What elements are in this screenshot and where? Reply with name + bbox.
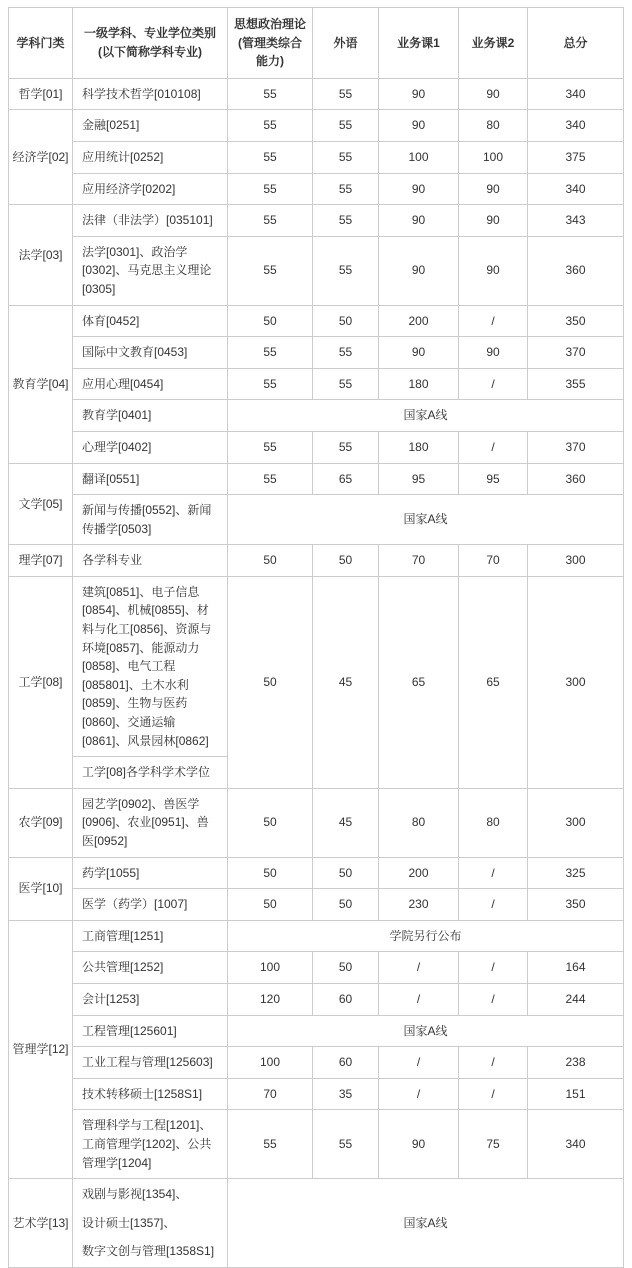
score-cell: 70 — [228, 1078, 313, 1110]
score-cell: 55 — [228, 110, 313, 142]
score-cell: 45 — [313, 788, 379, 857]
score-cell: 370 — [528, 431, 624, 463]
score-cell: 350 — [528, 889, 624, 921]
table-row — [9, 173, 624, 205]
score-cell: 55 — [228, 141, 313, 173]
score-cell: 90 — [459, 78, 528, 110]
note-cell: 国家A线 — [228, 495, 624, 545]
major-cell: 工程管理[125601] — [73, 1015, 228, 1047]
major-cell: 应用统计[0252] — [73, 141, 228, 173]
score-cell: 55 — [228, 205, 313, 237]
score-cell: 70 — [379, 545, 459, 577]
score-cell: 340 — [528, 1110, 624, 1179]
score-cell: 200 — [379, 857, 459, 889]
score-cell: 340 — [528, 78, 624, 110]
category-cell: 理学[07] — [9, 545, 73, 577]
table-row — [9, 952, 624, 984]
score-cell: 80 — [459, 110, 528, 142]
score-cell: 95 — [379, 463, 459, 495]
major-cell: 各学科专业 — [73, 545, 228, 577]
score-cell: 50 — [313, 857, 379, 889]
score-cell: 80 — [379, 788, 459, 857]
score-cell: 50 — [313, 545, 379, 577]
table-row — [9, 1078, 624, 1110]
score-cell: 55 — [313, 337, 379, 369]
score-cell: / — [459, 983, 528, 1015]
score-cell: 75 — [459, 1110, 528, 1179]
table-row — [9, 889, 624, 921]
score-cell: 55 — [313, 173, 379, 205]
major-cell: 心理学[0402] — [73, 431, 228, 463]
table-row — [9, 983, 624, 1015]
score-cell: 55 — [313, 1110, 379, 1179]
score-cell: 151 — [528, 1078, 624, 1110]
score-cell: / — [459, 368, 528, 400]
major-cell-line: 数字文创与管理[1358S1] — [82, 1244, 215, 1259]
table-row — [9, 788, 624, 857]
score-cell: 55 — [228, 463, 313, 495]
col-header-foreign-language: 外语 — [313, 8, 379, 79]
table-row — [9, 400, 624, 432]
table-row — [9, 857, 624, 889]
score-cell: 50 — [228, 305, 313, 337]
score-cell: 340 — [528, 173, 624, 205]
category-cell: 法学[03] — [9, 205, 73, 305]
major-cell: 工商管理[1251] — [73, 920, 228, 952]
score-cell: 343 — [528, 205, 624, 237]
major-cell: 法学[0301]、政治学[0302]、马克思主义理论[0305] — [73, 236, 228, 305]
score-cell: 90 — [379, 337, 459, 369]
admission-score-table — [8, 7, 624, 1268]
score-cell: 50 — [228, 788, 313, 857]
major-cell-line: 设计硕士[1357]、 — [82, 1215, 176, 1230]
score-cell: 164 — [528, 952, 624, 984]
major-cell: 教育学[0401] — [73, 400, 228, 432]
score-cell: 50 — [228, 545, 313, 577]
score-cell: 55 — [313, 110, 379, 142]
table-row — [9, 1179, 624, 1268]
score-cell: 55 — [313, 141, 379, 173]
score-cell: 55 — [313, 431, 379, 463]
score-cell: / — [459, 857, 528, 889]
score-cell: / — [459, 952, 528, 984]
score-cell: 355 — [528, 368, 624, 400]
score-cell: 50 — [228, 889, 313, 921]
major-cell: 园艺学[0902]、兽医学[0906]、农业[0951]、兽医[0952] — [73, 788, 228, 857]
score-cell: 50 — [228, 576, 313, 788]
major-cell: 翻译[0551] — [73, 463, 228, 495]
category-cell: 经济学[02] — [9, 110, 73, 205]
col-header-subject-category: 学科门类 — [9, 8, 73, 79]
score-cell: 244 — [528, 983, 624, 1015]
category-cell: 管理学[12] — [9, 920, 73, 1178]
score-cell: 55 — [313, 78, 379, 110]
category-cell: 艺术学[13] — [9, 1179, 73, 1268]
col-header-major: 一级学科、专业学位类别(以下简称学科专业) — [73, 8, 228, 79]
score-cell: 340 — [528, 110, 624, 142]
table-row — [9, 495, 624, 545]
score-cell: 360 — [528, 463, 624, 495]
major-cell: 公共管理[1252] — [73, 952, 228, 984]
score-cell: 375 — [528, 141, 624, 173]
table-row — [9, 545, 624, 577]
table-body — [9, 78, 624, 1267]
major-cell — [73, 1179, 228, 1268]
score-cell: 60 — [313, 983, 379, 1015]
score-cell: / — [459, 889, 528, 921]
table-row — [9, 205, 624, 237]
score-cell: 100 — [228, 1047, 313, 1079]
score-cell: 55 — [228, 1110, 313, 1179]
category-cell: 文学[05] — [9, 463, 73, 545]
major-cell: 体育[0452] — [73, 305, 228, 337]
score-cell: / — [379, 1047, 459, 1079]
score-cell: 360 — [528, 236, 624, 305]
table-row — [9, 431, 624, 463]
score-cell: 50 — [313, 305, 379, 337]
score-cell: / — [379, 1078, 459, 1110]
score-cell: 90 — [459, 337, 528, 369]
score-cell: 65 — [459, 576, 528, 788]
score-cell: 90 — [459, 205, 528, 237]
score-cell: 55 — [228, 236, 313, 305]
major-cell: 应用经济学[0202] — [73, 173, 228, 205]
score-cell: / — [459, 305, 528, 337]
major-cell: 科学技术哲学[010108] — [73, 78, 228, 110]
score-cell: 370 — [528, 337, 624, 369]
score-cell: 90 — [379, 110, 459, 142]
note-cell: 国家A线 — [228, 400, 624, 432]
major-cell: 金融[0251] — [73, 110, 228, 142]
score-cell: 100 — [379, 141, 459, 173]
score-cell: / — [459, 431, 528, 463]
table-row — [9, 1110, 624, 1179]
table-row — [9, 78, 624, 110]
col-header-total: 总分 — [528, 8, 624, 79]
note-cell: 国家A线 — [228, 1179, 624, 1268]
category-cell: 哲学[01] — [9, 78, 73, 110]
score-cell: 300 — [528, 545, 624, 577]
score-cell: 238 — [528, 1047, 624, 1079]
major-cell: 应用心理[0454] — [73, 368, 228, 400]
col-header-course1: 业务课1 — [379, 8, 459, 79]
score-cell: / — [459, 1078, 528, 1110]
table-row — [9, 463, 624, 495]
score-cell: 65 — [313, 463, 379, 495]
table-row — [9, 1047, 624, 1079]
score-cell: 90 — [459, 173, 528, 205]
table-row — [9, 368, 624, 400]
score-cell: 50 — [313, 952, 379, 984]
score-cell: 120 — [228, 983, 313, 1015]
score-cell: 55 — [313, 236, 379, 305]
score-cell: 55 — [228, 173, 313, 205]
score-cell: 100 — [228, 952, 313, 984]
score-cell: 80 — [459, 788, 528, 857]
table-row — [9, 236, 624, 305]
note-cell: 学院另行公布 — [228, 920, 624, 952]
score-cell: 95 — [459, 463, 528, 495]
category-cell: 工学[08] — [9, 576, 73, 788]
table-row — [9, 337, 624, 369]
score-cell: 100 — [459, 141, 528, 173]
score-cell: 300 — [528, 788, 624, 857]
score-cell: 55 — [228, 368, 313, 400]
score-cell: 200 — [379, 305, 459, 337]
col-header-politics: 思想政治理论(管理类综合能力) — [228, 8, 313, 79]
score-cell: 325 — [528, 857, 624, 889]
major-cell-line: 戏剧与影视[1354]、 — [82, 1187, 188, 1202]
table-row — [9, 920, 624, 952]
table-row — [9, 305, 624, 337]
major-cell: 医学（药学）[1007] — [73, 889, 228, 921]
major-cell: 药学[1055] — [73, 857, 228, 889]
score-cell: 350 — [528, 305, 624, 337]
score-cell: 90 — [459, 236, 528, 305]
score-cell: 65 — [379, 576, 459, 788]
score-cell: 35 — [313, 1078, 379, 1110]
score-cell: 230 — [379, 889, 459, 921]
score-cell: 180 — [379, 431, 459, 463]
table-row — [9, 141, 624, 173]
score-cell: 300 — [528, 576, 624, 788]
score-cell: / — [379, 952, 459, 984]
score-cell: 90 — [379, 205, 459, 237]
major-cell: 新闻与传播[0552]、新闻传播学[0503] — [73, 495, 228, 545]
category-cell: 农学[09] — [9, 788, 73, 857]
table-header-row — [9, 8, 624, 79]
major-cell: 会计[1253] — [73, 983, 228, 1015]
major-cell: 建筑[0851]、电子信息[0854]、机械[0855]、材料与化工[0856]、资源与环境[0857]、能源动力[0858]、电气工程[085801]、土木水利[0859]、生物与医药[0860]、交通运输[0861]、风景园林[0862] — [73, 576, 228, 756]
score-cell: 55 — [228, 337, 313, 369]
score-cell: 55 — [313, 368, 379, 400]
table-row — [9, 576, 624, 756]
score-cell: / — [379, 983, 459, 1015]
table-row — [9, 110, 624, 142]
score-cell: 60 — [313, 1047, 379, 1079]
major-cell: 国际中文教育[0453] — [73, 337, 228, 369]
score-cell: / — [459, 1047, 528, 1079]
score-cell: 50 — [228, 857, 313, 889]
table-row — [9, 1015, 624, 1047]
category-cell: 医学[10] — [9, 857, 73, 920]
major-cell: 工学[08]各学科学术学位 — [73, 757, 228, 789]
score-cell: 90 — [379, 1110, 459, 1179]
major-cell: 法律（非法学）[035101] — [73, 205, 228, 237]
score-cell: 180 — [379, 368, 459, 400]
major-cell: 技术转移硕士[1258S1] — [73, 1078, 228, 1110]
category-cell: 教育学[04] — [9, 305, 73, 463]
score-cell: 90 — [379, 236, 459, 305]
major-cell: 管理科学与工程[1201]、工商管理学[1202]、公共管理学[1204] — [73, 1110, 228, 1179]
score-cell: 55 — [313, 205, 379, 237]
score-cell: 45 — [313, 576, 379, 788]
major-cell: 工业工程与管理[125603] — [73, 1047, 228, 1079]
score-cell: 90 — [379, 78, 459, 110]
score-cell: 55 — [228, 431, 313, 463]
score-cell: 90 — [379, 173, 459, 205]
note-cell: 国家A线 — [228, 1015, 624, 1047]
score-cell: 50 — [313, 889, 379, 921]
col-header-course2: 业务课2 — [459, 8, 528, 79]
score-cell: 55 — [228, 78, 313, 110]
score-cell: 70 — [459, 545, 528, 577]
